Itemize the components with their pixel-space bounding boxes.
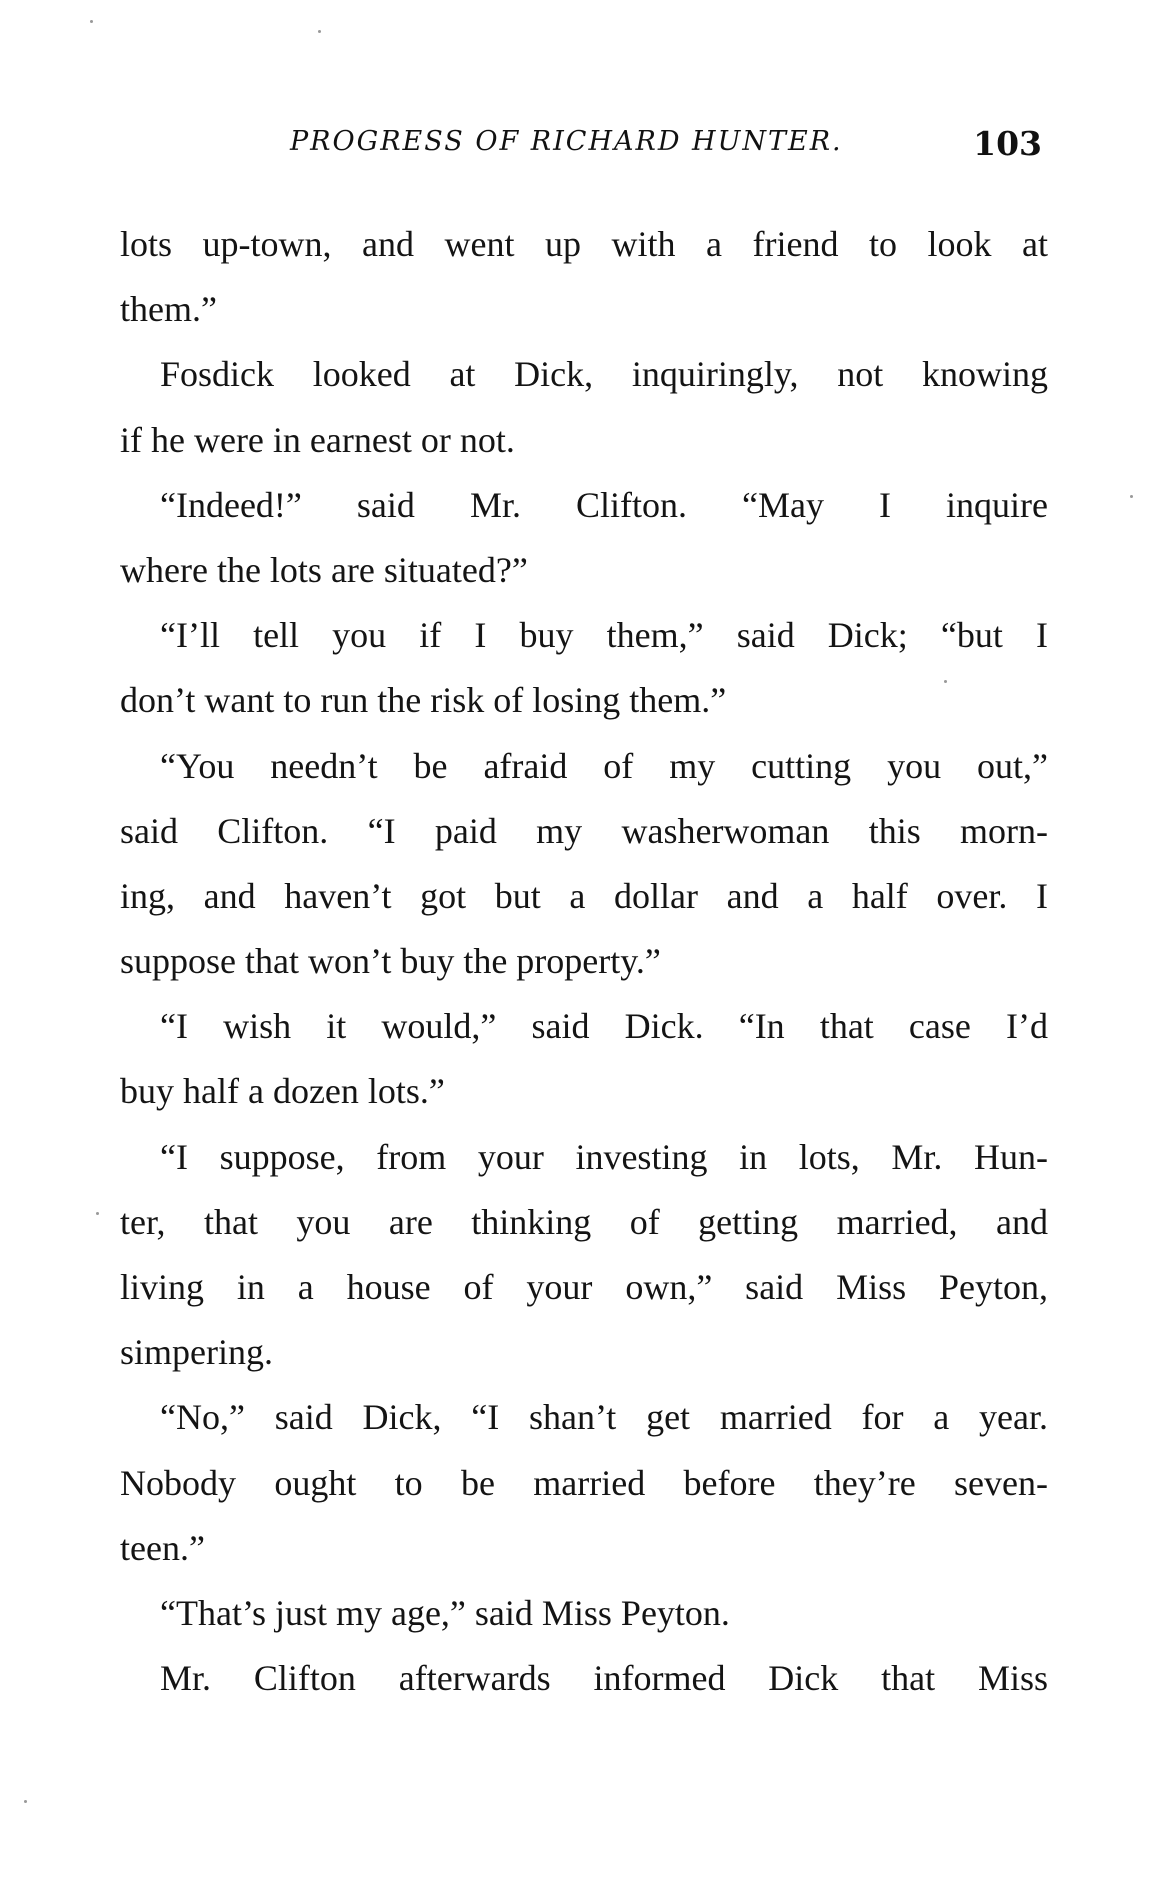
text-line: don’t want to run the risk of losing them.” bbox=[120, 680, 727, 721]
running-head bbox=[290, 124, 1042, 164]
print-speck bbox=[944, 680, 947, 683]
print-speck bbox=[318, 30, 321, 33]
text-line: “That’s just my age,” said Miss Peyton. bbox=[160, 1592, 730, 1633]
print-speck bbox=[1130, 495, 1133, 498]
text-line: suppose that won’t buy the property.” bbox=[120, 941, 661, 982]
text-line: “I’ll tell you if I buy them,” said Dick; “but I bbox=[160, 615, 1048, 656]
text-line: living in a house of your own,” said Miss Peyton, bbox=[120, 1267, 1048, 1307]
text-line: “Indeed!” said Mr. Clifton. “May I inquire bbox=[160, 484, 1048, 525]
text-line: if he were in earnest or not. bbox=[120, 419, 515, 460]
running-title: PROGRESS OF RICHARD HUNTER. bbox=[290, 126, 843, 157]
text-line: them.” bbox=[120, 289, 217, 330]
text-line: buy half a dozen lots.” bbox=[120, 1071, 445, 1112]
text-line: “I wish it would,” said Dick. “In that case I’d bbox=[160, 1006, 1048, 1047]
text-line: ing, and haven’t got but a dollar and a half over. I bbox=[120, 875, 1048, 916]
text-line: said Clifton. “I paid my washerwoman this morn- bbox=[120, 810, 1048, 851]
print-speck bbox=[24, 1800, 27, 1803]
text-line: simpering. bbox=[120, 1332, 273, 1373]
text-line: Mr. Clifton afterwards informed Dick that Miss bbox=[160, 1658, 1048, 1699]
text-line: teen.” bbox=[120, 1527, 205, 1568]
print-speck bbox=[90, 20, 93, 23]
text-line: ter, that you are thinking of getting married, and bbox=[120, 1201, 1048, 1242]
print-speck bbox=[96, 1212, 99, 1215]
text-line: “No,” said Dick, “I shan’t get married for a year. bbox=[160, 1397, 1048, 1438]
body-text bbox=[120, 212, 1048, 1711]
text-line: where the lots are situated?” bbox=[120, 549, 528, 590]
text-line: lots up-town, and went up with a friend to look at bbox=[120, 224, 1048, 264]
text-line: Fosdick looked at Dick, inquiringly, not knowing bbox=[160, 354, 1048, 395]
text-line: “I suppose, from your investing in lots, Mr. Hun- bbox=[160, 1136, 1048, 1177]
text-line: Nobody ought to be married before they’re seven- bbox=[120, 1462, 1048, 1503]
page-number: 103 bbox=[973, 124, 1042, 163]
text-line: “You needn’t be afraid of my cutting you out,” bbox=[160, 745, 1048, 786]
